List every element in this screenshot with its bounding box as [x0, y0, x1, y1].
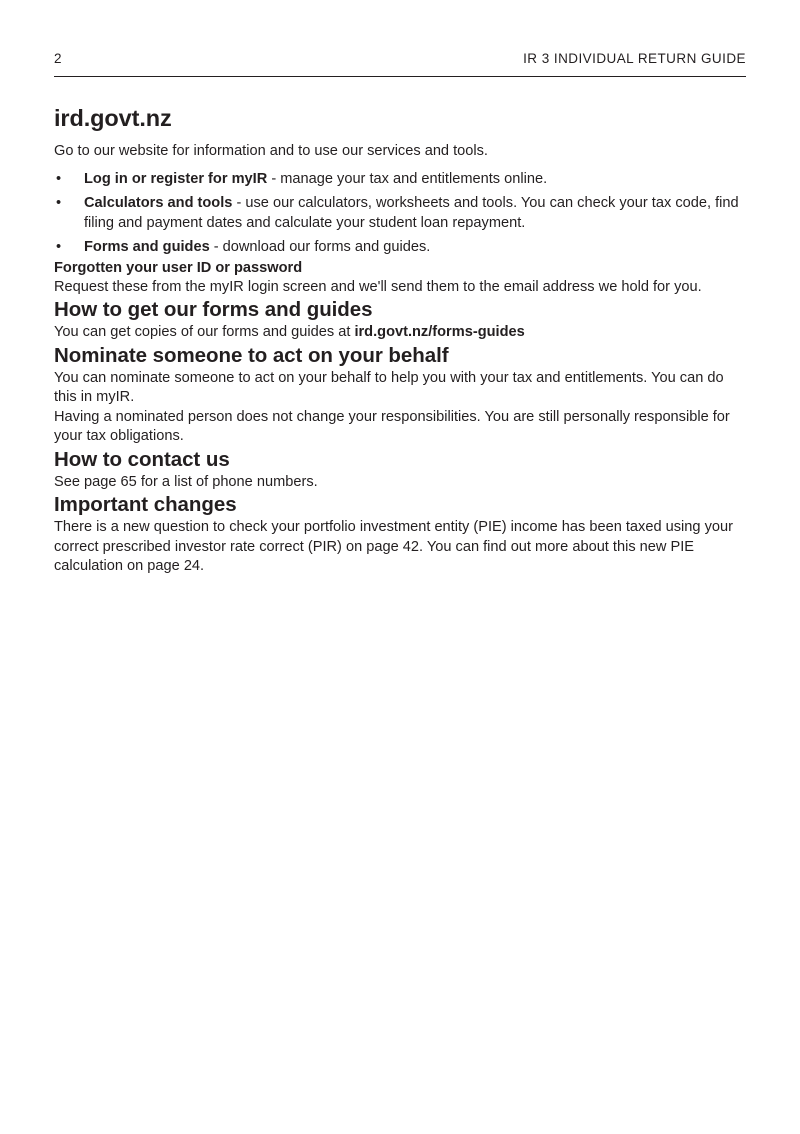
page-title: ird.govt.nz: [54, 105, 172, 131]
important-changes-paragraph: There is a new question to check your portfolio investment entity (PIE) income has been taxed using your correct prescribed investor rate correct (PIR) on page 42. You can find out more about this new PIE calculation on page 24.: [54, 519, 733, 574]
subheading-forgotten-credentials: Forgotten your user ID or password: [54, 259, 303, 276]
section-heading-nominate: Nominate someone to act on your behalf: [54, 343, 449, 367]
list-item-text: - download our forms and guides.: [209, 239, 431, 255]
section-heading-important-changes: Important changes: [54, 493, 237, 516]
nominate-paragraph-2: Having a nominated person does not change your responsibilities. You are still personally responsible for your tax obligations.: [54, 408, 730, 444]
list-item-label: Forms and guides: [84, 239, 210, 255]
page-content: [54, 104, 740, 577]
website-bullet-list: [54, 170, 740, 258]
forms-guides-text-lead: You can get copies of our forms and guides at: [54, 324, 355, 340]
page-header: [54, 50, 746, 77]
list-item: [54, 170, 740, 190]
list-item-label: Calculators and tools: [84, 195, 233, 211]
list-item-text: - use our calculators, worksheets and tools. You can check your tax code, find filing and payment dates and calculate your student loan repayment.: [84, 195, 739, 231]
list-item-text: - manage your tax and entitlements online.: [267, 170, 548, 187]
bullet-icon: •: [56, 195, 62, 211]
page-number: 2: [54, 51, 62, 66]
website-intro-text: Go to our website for information and to use our services and tools.: [54, 143, 488, 159]
contact-paragraph: See page 65 for a list of phone numbers.: [54, 473, 318, 490]
forgotten-credentials-text: Request these from the myIR login screen and we'll send them to the email address we hold for you.: [54, 278, 702, 295]
running-title: IR 3 INDIVIDUAL RETURN GUIDE: [523, 51, 746, 66]
bullet-icon: •: [56, 239, 62, 255]
list-item: [54, 194, 740, 233]
forms-guides-url: ird.govt.nz/forms-guides: [354, 324, 525, 340]
section-heading-forms-guides: How to get our forms and guides: [54, 298, 373, 321]
list-item-label: Log in or register for myIR: [84, 170, 268, 187]
forms-guides-text: [54, 323, 740, 343]
section-heading-contact: How to contact us: [54, 447, 230, 471]
list-item: [54, 238, 740, 258]
nominate-paragraph-1: You can nominate someone to act on your behalf to help you with your tax and entitlements. You can do this in myIR.: [54, 369, 724, 405]
bullet-icon: •: [56, 170, 62, 187]
